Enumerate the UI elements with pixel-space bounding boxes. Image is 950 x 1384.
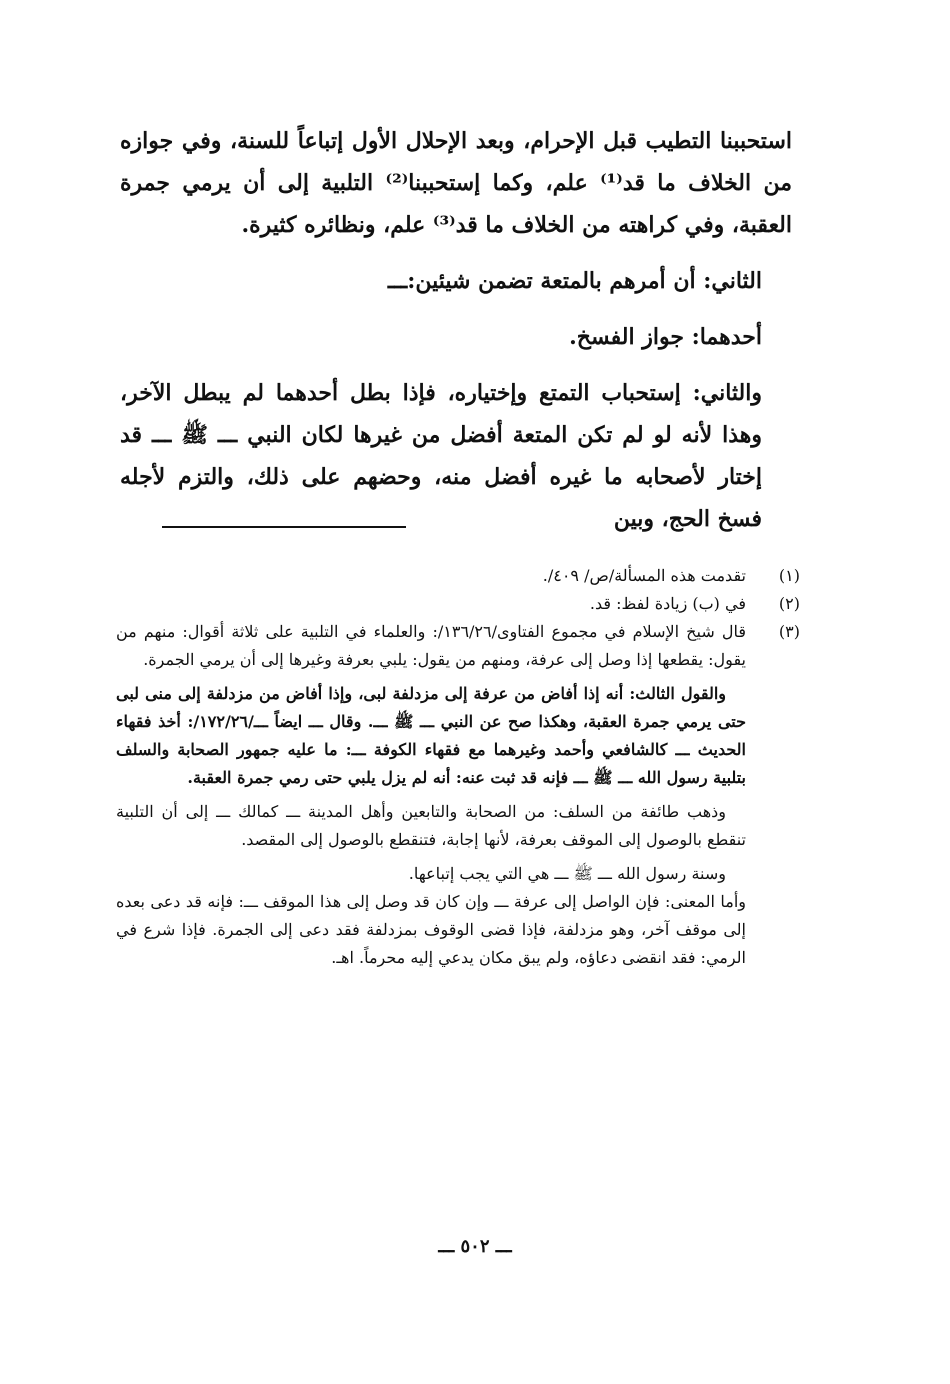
- footnote-number: (٣): [778, 622, 800, 641]
- page-number: ـــ ٥٠٢ ـــ: [438, 1236, 512, 1257]
- footnote-3-continuation: وذهب طائفة من السلف: من الصحابة والتابعين وأهل المدينة ـــ كمالك ـــ إلى أن التلبية تنقطع بالوصول إلى الموقف بعرفة، لأنها إجابة، فتنقطع بالوصول إلى المقصد.: [116, 802, 746, 849]
- footnote-3: [116, 618, 800, 674]
- footnote-3-continuation: وأما المعنى: فإن الواصل إلى عرفة ـــ وإن كان قد وصل إلى هذا الموقف ـــ: فإنه قد دعى بعده إلى موقف آخر، وهو مزدلفة، فإذا قضى الوقوف بمزدلفة فقد دعى إلى الجمرة. فإذا شرع في الرمي: فقد انقضى دعاؤه، ولم يبق مكان يدعي إليه محرماً. اهـ.: [116, 892, 746, 967]
- footnote-number: (٢): [778, 594, 800, 613]
- footnote-3-continuation: وسنة رسول الله ـــ ﷺ ـــ هي التي يجب إتباعها.: [408, 864, 726, 883]
- footnote-separator: [162, 526, 406, 528]
- footnote-text: في (ب) زيادة لفظ: قد.: [589, 594, 746, 613]
- main-paragraph-4: والثاني: إستحباب التمتع وإختياره، فإذا بطل أحدهما لم يبطل الآخر، وهذا لأنه لو لم تكن المتعة أفضل من غيرها لكان النبي ـــ ﷺ ـــ قد إختار لأصحابه ما غيره أفضل منه، وحضهم على ذلك، والتزم لأجله فسخ الحج، وبين: [120, 380, 762, 532]
- main-paragraph-2: الثاني: أن أمرهم بالمتعة تضمن شيئين:ـــ: [387, 268, 762, 294]
- footnote-text: قال شيخ الإسلام في مجموع الفتاوى/١٣٦/٢٦/: والعلماء في التلبية على ثلاثة أقوال: منهم من يقول: يقطعها إذا وصل إلى عرفة، ومنهم من يقول: يلبي بعرفة وغيرها إلى أن يرمي الجمرة.: [116, 622, 747, 669]
- footnote-number: (١): [778, 566, 800, 585]
- footnote-1: [116, 562, 800, 590]
- main-paragraph-1: استحببنا التطيب قبل الإحرام، وبعد الإحلال الأول إتباعاً للسنة، وفي جوازه من الخلاف ما قد⁽¹⁾ علم، وكما إستحببنا⁽²⁾ التلبية إلى أن يرمي جمرة العقبة، وفي كراهته من الخلاف ما قد⁽³⁾ علم، ونظائره كثيرة.: [120, 128, 793, 238]
- footnote-2: [116, 590, 800, 618]
- footnote-text: تقدمت هذه المسألة/ص/ ٤٠٩/.: [542, 566, 746, 585]
- footnotes-block: [116, 562, 800, 972]
- main-paragraph-3: أحدهما: جواز الفسخ.: [569, 324, 762, 350]
- main-text-block: [120, 120, 792, 540]
- footnote-3-continuation: والقول الثالث: أنه إذا أفاض من عرفة إلى مزدلفة لبى، وإذا أفاض من مزدلفة إلى منى لبى حتى يرمي جمرة العقبة، وهكذا صح عن النبي ـــ ﷺ ـــ. وقال ـــ ايضاً ـــ/١٧٢/٢٦/: أخذ فقهاء الحديث ـــ كالشافعي وأحمد وغيرهما مع فقهاء الكوفة ـــ: ما عليه جمهور الصحابة والسلف بتلبية رسول الله ـــ ﷺ ـــ فإنه قد ثبت عنه: أنه لم يزل يلبي حتى رمي جمرة العقبة.: [116, 684, 747, 787]
